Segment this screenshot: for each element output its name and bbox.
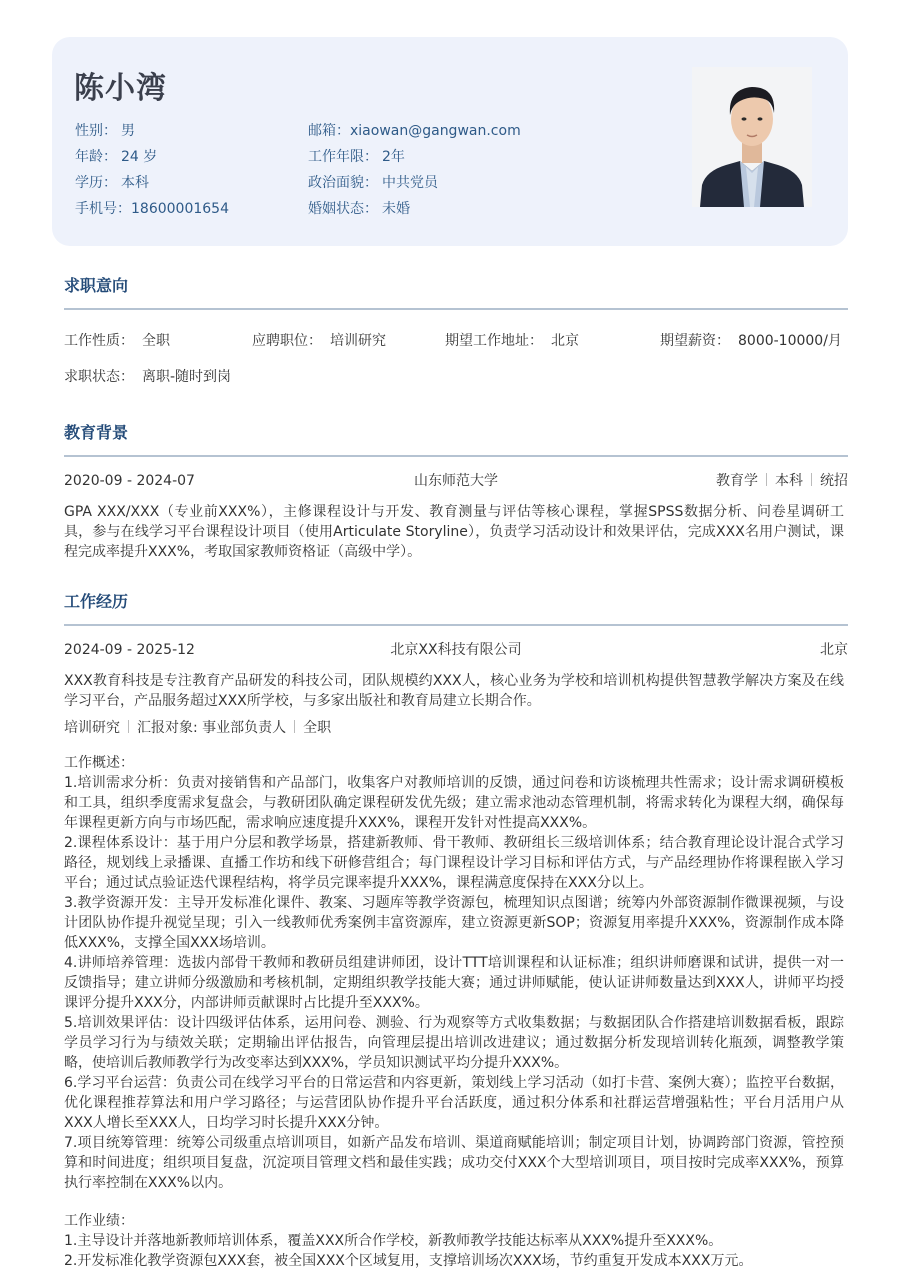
duty-item: 2.课程体系设计：基于用户分层和教学场景，搭建新教师、骨干教师、教研组长三级培训体系；结合教育理论设计混合式学习路径，规划线上录播课、直播工作坊和线下研修营组合；每门课程设计学习目标和评估方式，与产品经理协作将课程嵌入学习平台；通过试点验证迭代课程结构，将学员完课率提升XXX%，课程满意度保持在XXX分以上。 [64,835,844,891]
marital-row [308,196,521,222]
intent-title: 求职意向 [64,276,129,295]
political-label: 政治面貌： [308,175,378,191]
profile-card [52,37,848,246]
duty-item: 7.项目统筹管理：统筹公司级重点培训项目，如新产品发布培训、渠道商赋能培训；制定项目计划，协调跨部门资源，管控预算和时间进度；组织项目复盘，沉淀项目管理文档和最佳实践；成功交付XXX个大型培训项目，项目按时完成率XXX%，预算执行率控制在XXX%以内。 [64,1135,844,1191]
status-field [64,366,231,386]
education-label: 学历： [75,175,117,191]
company-name: 北京XX科技有限公司 [390,642,522,658]
profile-photo [692,67,812,207]
intent-section [64,272,848,310]
education-title: 教育背景 [64,423,129,442]
achievements-title: 工作业绩： [64,1213,134,1229]
separator [294,720,295,733]
work-job-type: 全职 [303,720,332,736]
education-description: GPA XXX/XXX（专业前XXX%），主修课程设计与开发、教育测量与评估等核心课程，掌握SPSS数据分析、问卷星调研工具，参与在线学习平台课程设计项目（使用Articulate Storyline），负责学习活动设计和效果评估，完成XXX名用户测试，课程完成率提升XXX%，考取国家教师资格证（高级中学）。 [64,504,844,560]
job-type-value: 全职 [142,333,170,349]
phone-label: 手机号： [75,201,131,217]
degree: 本科 [775,473,803,489]
education-details [716,471,848,491]
achievement-item: 2.开发标准化教学资源包XXX套，被全国XXX个区域复用，支撑培训场次XXX场，节约重复开发成本XXX万元。 [64,1253,753,1269]
duty-item: 6.学习平台运营：负责公司在线学习平台的日常运营和内容更新，策划线上学习活动（如打卡营、案例大赛）；监控平台数据，优化课程推荐算法和用户学习路径；与运营团队协作提升平台活跃度，通过积分体系和社群运营增强粘性；平台月活用户从XXX人增长至XXX人，日均学习时长提升XXX分钟。 [64,1075,844,1131]
age-value: 24 岁 [121,149,158,165]
location-field [445,330,579,350]
duty-item: 5.培训效果评估：设计四级评估体系，运用问卷、测验、行为观察等方式收集数据；与数据团队合作搭建培训数据看板，跟踪学员学习行为与绩效关联；定期输出评估报告，向管理层提出培训改进建议；通过数据分析发现培训转化瓶颈，调整教学策略，使培训后教师教学行为改变率达到XXX%，学员知识测试平均分提升XXX%。 [64,1015,844,1071]
candidate-name: 陈小湾 [74,71,167,106]
phone-row [75,196,229,222]
enrollment-type: 统招 [820,473,848,489]
salary-field [660,330,842,350]
location-value: 北京 [551,333,579,349]
work-header-row [64,640,848,660]
salary-label: 期望薪资： [660,333,730,349]
duty-item: 3.教学资源开发：主导开发标准化课件、教案、习题库等教学资源包，梳理知识点图谱；统筹内外部资源制作微课视频，与设计团队协作提升视觉呈现；引入一线教师优秀案例丰富资源库，建立资源更新SOP；资源复用率提升XXX%，资源制作成本降低XXX%，支撑全国XXX场培训。 [64,895,844,951]
work-title: 工作经历 [64,592,129,611]
education-divider [64,455,848,457]
separator [766,473,767,486]
age-label: 年龄： [75,149,117,165]
separator [128,720,129,733]
intent-divider [64,308,848,310]
education-value: 本科 [121,175,149,191]
job-type-label: 工作性质： [64,333,134,349]
age-row [75,144,229,170]
education-row [75,170,229,196]
education-section [64,419,848,457]
work-role: 培训研究 [64,720,120,736]
duty-item: 1.培训需求分析：负责对接销售和产品部门，收集客户对教师培训的反馈，通过问卷和访谈梳理共性需求；设计需求调研模板和工具，组织季度需求复盘会，与教研团队确定课程研发优先级；建立需求池动态管理机制，将需求转化为课程大纲，确保每年课程更新方向与市场匹配，需求响应速度提升XXX%，课程开发针对性提高XXX%。 [64,775,844,831]
political-row [308,170,521,196]
work-report: 汇报对象: 事业部负责人 [137,720,287,736]
company-description: XXX教育科技是专注教育产品研发的科技公司，团队规模约XXX人，核心业务为学校和培训机构提供智慧教学解决方案及在线学习平台，产品服务超过XXX所学校，与多家出版社和教育局建立长期合作。 [64,673,844,709]
location-label: 期望工作地址： [445,333,543,349]
separator [811,473,812,486]
email-label: 邮箱： [308,123,350,139]
school-name: 山东师范大学 [414,473,498,489]
position-field [252,330,386,350]
work-period: 2024-09 - 2025-12 [64,642,195,658]
gender-value: 男 [121,123,135,139]
achievement-item: 1.主导设计并落地新教师培训体系，覆盖XXX所合作学校，新教师教学技能达标率从XXX%提升至XXX%。 [64,1233,723,1249]
work-section [64,588,848,626]
gender-label: 性别： [75,123,117,139]
work-overview [64,753,844,1193]
status-label: 求职状态： [64,369,134,385]
position-value: 培训研究 [330,333,386,349]
marital-value: 未婚 [382,201,410,217]
major: 教育学 [716,473,758,489]
overview-title: 工作概述： [64,755,134,771]
person-photo-icon [692,67,812,207]
email-value: xiaowan@gangwan.com [350,123,521,139]
years-value: 2年 [382,149,405,165]
education-period: 2020-09 - 2024-07 [64,473,195,489]
political-value: 中共党员 [382,175,438,191]
phone-value: 18600001654 [131,201,229,217]
years-row [308,144,521,170]
status-value: 离职-随时到岗 [142,369,232,385]
work-achievements [64,1211,844,1271]
work-divider [64,624,848,626]
gender-row [75,118,229,144]
marital-label: 婚姻状态： [308,201,378,217]
email-row [308,118,521,144]
duty-item: 4.讲师培养管理：选拔内部骨干教师和教研员组建讲师团，设计TTT培训课程和认证标准；组织讲师磨课和试讲，提供一对一反馈指导；建立讲师分级激励和考核机制，定期组织教学技能大赛；通过讲师赋能，使认证讲师数量达到XXX人，讲师平均授课评分提升XXX分，内部讲师贡献课时占比提升至XXX%。 [64,955,844,1011]
education-header-row [64,471,848,491]
salary-value: 8000-10000/月 [738,333,842,349]
job-type-field [64,330,170,350]
profile-info-left [75,118,229,222]
work-city: 北京 [820,642,848,658]
profile-info-right [308,118,521,222]
years-label: 工作年限： [308,149,378,165]
position-label: 应聘职位： [252,333,322,349]
work-tags [64,718,331,738]
